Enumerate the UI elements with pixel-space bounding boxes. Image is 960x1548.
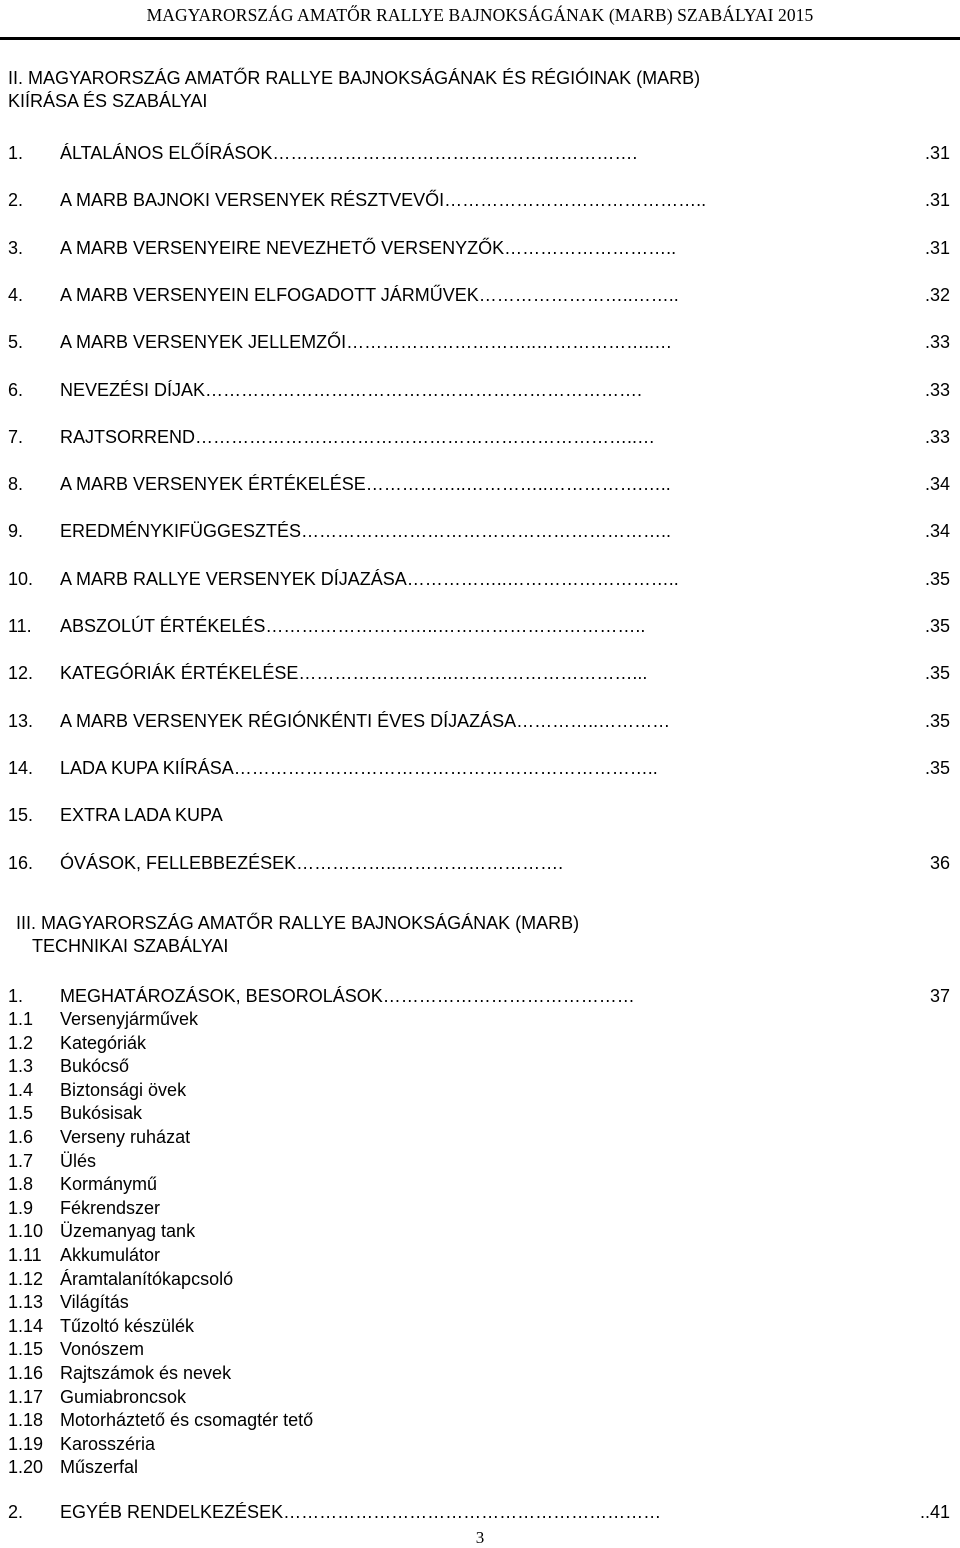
toc-entry[interactable] [8, 237, 950, 260]
toc-entry-title: NEVEZÉSI DÍJAK………………………………………………………………. [60, 379, 643, 400]
toc-subentry-title: Kormánymű [60, 1174, 158, 1195]
toc-entry-title: ABSZOLÚT ÉRTÉKELÉS………………………..…………………………….. [60, 616, 646, 636]
toc-entry-number: 9. [8, 521, 24, 542]
toc-subentry[interactable] [8, 1291, 408, 1314]
toc-subentry-title: Áramtalanítókapcsoló [60, 1268, 234, 1289]
toc-subentry[interactable] [8, 1362, 408, 1385]
toc-entry[interactable] [8, 473, 950, 496]
toc-entry-page: 37 [929, 986, 950, 1006]
toc-entry[interactable] [8, 142, 950, 165]
toc-entry-title: A MARB RALLYE VERSENYEK DÍJAZÁSA……………..……………………….. [60, 568, 679, 589]
toc-entry-page: .33 [924, 332, 950, 353]
toc-subentry-number: 1.13 [8, 1292, 44, 1313]
toc-subentry-title: Bukósisak [60, 1103, 143, 1124]
toc-entry-title: A MARB VERSENYEIN ELFOGADOTT JÁRMŰVEK……………………..…….. [60, 284, 679, 305]
toc-entry-number: 3. [8, 237, 24, 258]
toc-entry-number: 7. [8, 426, 24, 447]
toc-subentry-title: Verseny ruházat [60, 1127, 191, 1147]
toc-subentry-title: Tűzoltó készülék [60, 1315, 195, 1336]
toc-entry-number: 6. [8, 379, 24, 400]
toc-entry[interactable] [8, 757, 950, 780]
toc-entry-title: ÁLTALÁNOS ELŐÍRÁSOK……………………………………………………. [60, 143, 638, 163]
toc-subentry[interactable] [8, 1315, 408, 1338]
toc-entry-title: ÓVÁSOK, FELLEBBEZÉSEK……………..………………………. [60, 852, 564, 873]
toc-subentry-number: 1.16 [8, 1363, 44, 1383]
toc-entry[interactable] [8, 985, 950, 1008]
toc-entry-page: .34 [924, 474, 950, 495]
toc-subentry-title: Akkumulátor [60, 1245, 161, 1265]
toc-subentry-number: 1.1 [8, 1009, 34, 1029]
toc-entry[interactable] [8, 568, 950, 591]
toc-entry-title: EREDMÉNYKIFÜGGESZTÉS…………………………………………………….. [60, 521, 672, 542]
section-3-title-line2: TECHNIKAI SZABÁLYAI [32, 936, 229, 956]
toc-entry-number: 1. [8, 986, 24, 1006]
toc-entry-page: .31 [924, 143, 950, 163]
toc-entry-title: EGYÉB RENDELKEZÉSEK……………………………………………………… [60, 1502, 662, 1522]
toc-entry-number: 2. [8, 1502, 24, 1522]
toc-subentry-title: Bukócső [60, 1056, 130, 1077]
toc-subentry[interactable] [8, 1220, 408, 1243]
toc-entry-number: 8. [8, 474, 24, 495]
toc-entry-page: 36 [929, 852, 950, 873]
toc-entry[interactable] [8, 284, 950, 307]
toc-entry-page: .32 [924, 284, 950, 305]
toc-entry-page: .35 [924, 568, 950, 589]
toc-subentry[interactable] [8, 1433, 408, 1456]
toc-entry-page: ..41 [919, 1502, 950, 1522]
toc-entry-number: 15. [8, 805, 34, 826]
toc-entry[interactable] [8, 710, 950, 733]
toc-entry[interactable] [8, 852, 950, 875]
section-2-title-line1: II. MAGYARORSZÁG AMATŐR RALLYE BAJNOKSÁGÁNAK ÉS RÉGIÓINAK (MARB) [8, 68, 701, 88]
toc-subentry[interactable] [8, 1197, 408, 1220]
toc-subentry[interactable] [8, 1268, 408, 1291]
toc-entry-title: A MARB VERSENYEIRE NEVEZHETŐ VERSENYZŐK……………………….. [60, 237, 677, 258]
toc-subentry[interactable] [8, 1055, 408, 1078]
toc-subentry-number: 1.2 [8, 1032, 34, 1053]
toc-entry[interactable] [8, 520, 950, 543]
toc-subentry-title: Versenyjárművek [60, 1009, 199, 1029]
section-3-title-line1: III. MAGYARORSZÁG AMATŐR RALLYE BAJNOKSÁGÁNAK (MARB) [16, 913, 580, 933]
toc-entry-number: 1. [8, 143, 24, 163]
toc-entry-page: .35 [924, 663, 950, 684]
toc-subentry-title: Kategóriák [60, 1032, 147, 1053]
toc-entry-number: 12. [8, 663, 34, 684]
section-2-title-line2: KIÍRÁSA ÉS SZABÁLYAI [8, 91, 208, 111]
toc-subentry-number: 1.6 [8, 1127, 34, 1147]
section-2-title [8, 67, 768, 113]
toc-subentry-title: Műszerfal [60, 1457, 139, 1478]
toc-entry-page: .33 [924, 379, 950, 400]
toc-subentry-number: 1.4 [8, 1079, 34, 1100]
toc-subentry[interactable] [8, 1150, 408, 1173]
toc-entry-title: A MARB VERSENYEK ÉRTÉKELÉSE……………..…………..…………….….. [60, 474, 671, 495]
toc-subentry-number: 1.5 [8, 1103, 34, 1124]
toc-entry-title: A MARB VERSENYEK JELLEMZŐI…………………………..………………..… [60, 332, 673, 353]
toc-entry[interactable] [8, 331, 950, 354]
page-number: 3 [475, 1528, 485, 1547]
toc-subentry[interactable] [8, 1032, 408, 1055]
toc-entry[interactable] [8, 662, 950, 685]
toc-entry-number: 13. [8, 710, 34, 731]
section-3-title [16, 912, 792, 958]
toc-entry-page: .31 [924, 190, 950, 211]
toc-subentry-title: Vonószem [60, 1339, 145, 1360]
toc-entry-number: 10. [8, 568, 34, 589]
toc-entry-page: .35 [924, 616, 950, 636]
toc-entry-number: 14. [8, 757, 34, 778]
toc-subentry[interactable] [8, 1386, 408, 1409]
toc-entry-title: A MARB BAJNOKI VERSENYEK RÉSZTVEVŐI…………………………………….. [60, 190, 707, 211]
toc-subentry-number: 1.8 [8, 1174, 34, 1195]
toc-subentry-number: 1.18 [8, 1410, 44, 1431]
toc-subentry-title: Rajtszámok és nevek [60, 1363, 232, 1383]
toc-entry-page: .33 [924, 426, 950, 447]
toc-subentry-title: Karosszéria [60, 1433, 156, 1454]
toc-subentry-number: 1.11 [8, 1245, 42, 1265]
toc-entry-title: LADA KUPA KIÍRÁSA…………………………………………………………….. [60, 757, 658, 778]
toc-entry[interactable] [8, 379, 950, 402]
toc-entry[interactable] [8, 189, 950, 212]
toc-subentry-number: 1.17 [8, 1386, 44, 1407]
toc-subentry-number: 1.12 [8, 1268, 44, 1289]
toc-entry-number: 2. [8, 190, 24, 211]
toc-entry-page: .31 [924, 237, 950, 258]
toc-subentry-number: 1.10 [8, 1221, 44, 1242]
header-rule [0, 37, 960, 40]
toc-entry-page: .35 [924, 757, 950, 778]
toc-subentry[interactable] [8, 1126, 408, 1149]
toc-subentry[interactable] [8, 1102, 408, 1125]
toc-entry[interactable] [8, 615, 950, 638]
toc-subentry-number: 1.19 [8, 1433, 44, 1454]
toc-entry-title: RAJTSORREND………………………………………………………………..… [60, 426, 656, 447]
toc-entry-title: A MARB VERSENYEK RÉGIÓNKÉNTI ÉVES DÍJAZÁSA…………..………… [60, 710, 671, 731]
toc-subentry-number: 1.9 [8, 1197, 34, 1218]
toc-entry-title: EXTRA LADA KUPA [60, 805, 223, 826]
toc-subentry[interactable] [8, 1008, 408, 1031]
toc-subentry-title: Fékrendszer [60, 1197, 161, 1218]
toc-subentry-title: Üzemanyag tank [60, 1221, 196, 1242]
toc-subentry-number: 1.7 [8, 1150, 34, 1171]
toc-subentry[interactable] [8, 1244, 408, 1267]
toc-entry-page: .35 [924, 710, 950, 731]
toc-entry-number: 5. [8, 332, 24, 353]
toc-entry-number: 11. [8, 616, 32, 636]
toc-subentry-number: 1.20 [8, 1457, 44, 1478]
toc-entry[interactable] [8, 1501, 950, 1524]
toc-subentry-title: Motorháztető és csomagtér tető [60, 1410, 314, 1431]
toc-subentry-title: Ülés [60, 1150, 97, 1171]
toc-subentry[interactable] [8, 1456, 408, 1479]
toc-subentry[interactable] [8, 1409, 408, 1432]
toc-entry[interactable] [8, 804, 950, 827]
toc-entry-title: MEGHATÁROZÁSOK, BESOROLÁSOK…………………………………… [60, 986, 635, 1006]
toc-subentry-number: 1.14 [8, 1315, 44, 1336]
toc-subentry-title: Gumiabroncsok [60, 1386, 187, 1407]
page-header: MAGYARORSZÁG AMATŐR RALLYE BAJNOKSÁGÁNAK (MARB) SZABÁLYAI 2015 [146, 5, 814, 25]
toc-entry-number: 16. [8, 852, 34, 873]
toc-entry-title: KATEGÓRIÁK ÉRTÉKELÉSE……………………..…………………………... [60, 663, 648, 684]
toc-subentry[interactable] [8, 1338, 408, 1361]
toc-subentry[interactable] [8, 1173, 408, 1196]
toc-entry[interactable] [8, 426, 950, 449]
toc-entry-number: 4. [8, 284, 24, 305]
toc-subentry-title: Biztonsági övek [60, 1079, 187, 1100]
toc-subentry-number: 1.15 [8, 1339, 44, 1360]
toc-subentry[interactable] [8, 1079, 408, 1102]
toc-entry-page: .34 [924, 521, 950, 542]
toc-subentry-number: 1.3 [8, 1056, 34, 1077]
toc-subentry-title: Világítás [60, 1292, 129, 1313]
